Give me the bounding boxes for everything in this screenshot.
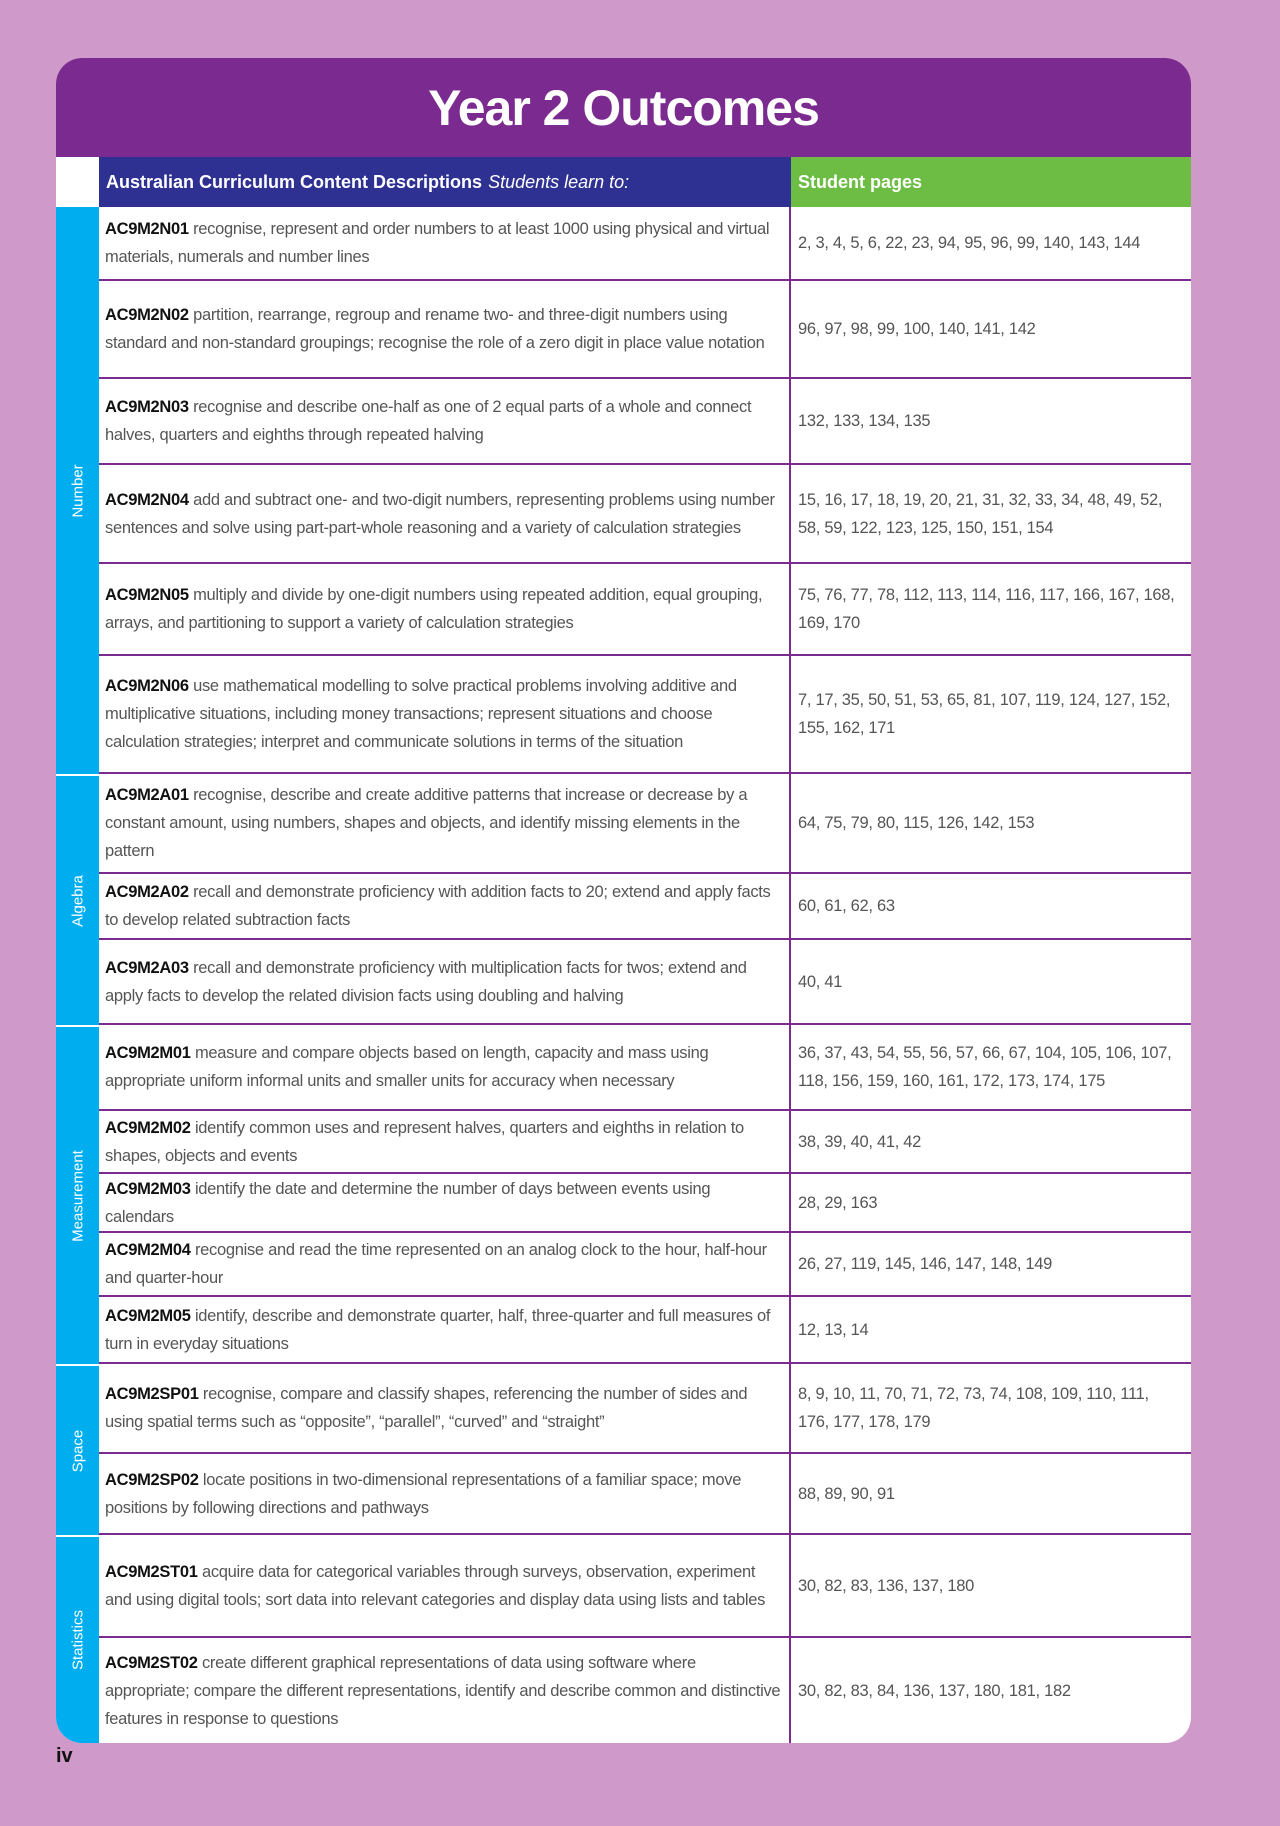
content-description (99, 379, 791, 463)
outcome-text: add and subtract one- and two-digit numbers, representing problems using number sentences and solve using part-part-whole reasoning and a variety of calculation strategies (105, 490, 775, 537)
table-row (99, 1233, 1191, 1297)
outcome-text: identify, describe and demonstrate quarter, half, three-quarter and full measures of turn in everyday situations (105, 1306, 771, 1353)
section-label-algebra (56, 774, 99, 1025)
outcome-text: recognise, describe and create additive patterns that increase or decrease by a constant amount, using numbers, shapes and objects, and identify missing elements in the pattern (105, 786, 748, 860)
outcome-text: recognise, represent and order numbers to at least 1000 using physical and virtual materials, numerals and number lines (105, 220, 770, 266)
outcome-code: AC9M2M01 (105, 1044, 191, 1062)
student-pages: 36, 37, 43, 54, 55, 56, 57, 66, 67, 104, 105, 106, 107, 118, 156, 159, 160, 161, 172, 173, 174, 175 (798, 1044, 1172, 1090)
description-text (105, 1114, 783, 1170)
page-title: Year 2 Outcomes (428, 79, 819, 136)
student-pages: 7, 17, 35, 50, 51, 53, 65, 81, 107, 119, 124, 127, 152, 155, 162, 171 (798, 691, 1171, 737)
table-row (99, 281, 1191, 379)
outcome-code: AC9M2M05 (105, 1306, 191, 1325)
section-label-number (56, 207, 99, 774)
content-description (99, 1025, 791, 1109)
description-text (105, 1380, 783, 1436)
description-text (105, 1302, 783, 1358)
outcome-code: AC9M2ST02 (105, 1653, 198, 1672)
outcome-text: measure and compare objects based on length, capacity and mass using appropriate uniform informal units and smaller units for accuracy when necessary (105, 1044, 709, 1090)
outcome-text: identify common uses and represent halves, quarters and eighths in relation to shapes, objects and events (105, 1118, 744, 1165)
outcome-text: create different graphical representations of data using software where appropriate; compare the different representations, identify and describe common and distinctive features in response to questions (105, 1653, 781, 1728)
table-row (99, 207, 1191, 281)
outcome-code: AC9M2N03 (105, 398, 189, 416)
student-pages: 60, 61, 62, 63 (798, 897, 895, 915)
content-description (99, 1111, 791, 1172)
description-text (105, 393, 783, 449)
table-row (99, 656, 1191, 774)
table-row (99, 1364, 1191, 1454)
outcome-text: acquire data for categorical variables through surveys, observation, experiment and using digital tools; sort data into relevant categories and display data using lists and tables (105, 1562, 766, 1609)
student-pages-cell (791, 1111, 1191, 1172)
outcome-code: AC9M2M03 (105, 1179, 191, 1198)
student-pages-cell (791, 1025, 1191, 1109)
student-pages-cell (791, 379, 1191, 463)
outcome-code: AC9M2M02 (105, 1118, 191, 1137)
student-pages: 15, 16, 17, 18, 19, 20, 21, 31, 32, 33, 34, 48, 49, 52, 58, 59, 122, 123, 125, 150, 151, 154 (798, 490, 1163, 537)
student-pages: 26, 27, 119, 145, 146, 147, 148, 149 (798, 1255, 1053, 1273)
content-description (99, 1174, 791, 1231)
description-text (105, 1236, 783, 1292)
content-description (99, 1535, 791, 1636)
student-pages-cell (791, 1364, 1191, 1452)
student-pages: 30, 82, 83, 136, 137, 180 (798, 1576, 974, 1595)
outcome-text: recall and demonstrate proficiency with addition facts to 20; extend and apply facts to develop related subtraction facts (105, 883, 771, 929)
table-row (99, 1174, 1191, 1233)
table-row (99, 1025, 1191, 1111)
table-row (99, 940, 1191, 1025)
description-text (105, 215, 783, 271)
outcome-text: use mathematical modelling to solve practical problems involving additive and multiplicative situations, including money transactions; represent situations and choose calculation strategies; interpret and communicate solutions in terms of the situation (105, 677, 737, 751)
student-pages: 132, 133, 134, 135 (798, 412, 931, 430)
outcome-code: AC9M2N06 (105, 677, 189, 695)
student-pages-cell (791, 1233, 1191, 1295)
content-description (99, 564, 791, 654)
outcome-code: AC9M2A02 (105, 883, 189, 901)
student-pages: 2, 3, 4, 5, 6, 22, 23, 94, 95, 96, 99, 140, 143, 144 (798, 234, 1141, 252)
outcome-text: locate positions in two-dimensional representations of a familiar space; move positions by following directions and pathways (105, 1470, 742, 1517)
outcome-text: multiply and divide by one-digit numbers using repeated addition, equal grouping, arrays, and partitioning to support a variety of calculation strategies (105, 586, 763, 632)
outcomes-card (56, 58, 1191, 1743)
table-row (99, 1454, 1191, 1535)
content-description (99, 874, 791, 938)
student-pages-cell (791, 465, 1191, 562)
content-description (99, 281, 791, 377)
student-pages-cell (791, 1297, 1191, 1362)
student-pages: 38, 39, 40, 41, 42 (798, 1132, 922, 1151)
description-text (105, 1175, 783, 1231)
outcome-code: AC9M2A01 (105, 786, 189, 804)
student-pages-cell (791, 1454, 1191, 1533)
content-description (99, 656, 791, 772)
student-pages-cell (791, 1174, 1191, 1231)
section-label-text: Number (69, 463, 86, 518)
content-description (99, 465, 791, 562)
description-text (105, 581, 783, 637)
table-row (99, 379, 1191, 465)
student-pages: 96, 97, 98, 99, 100, 140, 141, 142 (798, 320, 1036, 338)
title-bar (56, 58, 1191, 157)
section-label-text: Statistics (69, 1609, 86, 1671)
content-description (99, 940, 791, 1023)
student-pages-cell (791, 1535, 1191, 1636)
student-pages: 88, 89, 90, 91 (798, 1484, 895, 1503)
outcome-code: AC9M2N02 (105, 306, 189, 324)
student-pages-cell (791, 564, 1191, 654)
student-pages-cell (791, 656, 1191, 772)
header-descriptions-subtitle: Students learn to: (488, 171, 630, 192)
table-row (99, 465, 1191, 564)
header-descriptions-label: Australian Curriculum Content Descriptions (106, 171, 483, 192)
student-pages-cell (791, 940, 1191, 1023)
outcome-code: AC9M2A03 (105, 958, 189, 977)
student-pages-cell (791, 1638, 1191, 1743)
content-description (99, 1638, 791, 1743)
student-pages: 75, 76, 77, 78, 112, 113, 114, 116, 117, 166, 167, 168, 169, 170 (798, 586, 1175, 632)
description-text (105, 781, 783, 865)
description-text (105, 1649, 783, 1733)
header-descriptions (99, 157, 791, 207)
outcome-code: AC9M2SP01 (105, 1385, 199, 1403)
table-row (99, 1535, 1191, 1638)
description-text (105, 878, 783, 934)
student-pages-cell (791, 874, 1191, 938)
header-student-pages: Student pages (791, 157, 1191, 207)
student-pages: 40, 41 (798, 972, 843, 991)
outcome-text: recognise and describe one-half as one of 2 equal parts of a whole and connect halves, quarters and eighths through repeated halving (105, 398, 752, 444)
table-row (99, 1638, 1191, 1743)
section-label-statistics (56, 1535, 99, 1743)
description-text (105, 1039, 783, 1095)
outcome-text: recognise, compare and classify shapes, referencing the number of sides and using spatial terms such as “opposite”, “parallel”, “curved” and “straight” (105, 1385, 748, 1431)
description-text (105, 672, 783, 756)
section-label-text: Space (69, 1429, 86, 1472)
student-pages: 64, 75, 79, 80, 115, 126, 142, 153 (798, 814, 1035, 832)
student-pages: 28, 29, 163 (798, 1193, 878, 1212)
description-text (105, 301, 783, 357)
table-row (99, 564, 1191, 656)
student-pages-cell (791, 207, 1191, 279)
description-text (105, 1558, 783, 1614)
outcome-code: AC9M2N01 (105, 220, 189, 238)
section-label-text: Algebra (69, 874, 86, 927)
outcome-text: recognise and read the time represented on an analog clock to the hour, half-hour and quarter-hour (105, 1241, 767, 1287)
table-row (99, 1297, 1191, 1364)
outcome-text: identify the date and determine the number of days between events using calendars (105, 1179, 711, 1226)
student-pages-cell (791, 281, 1191, 377)
student-pages: 12, 13, 14 (798, 1320, 869, 1339)
outcome-text: partition, rearrange, regroup and rename two- and three-digit numbers using standard and non-standard groupings; recognise the role of a zero digit in place value notation (105, 306, 765, 352)
page-number: iv (56, 1745, 73, 1767)
outcome-code: AC9M2M04 (105, 1241, 191, 1259)
content-description (99, 1364, 791, 1452)
description-text (105, 954, 783, 1010)
student-pages: 8, 9, 10, 11, 70, 71, 72, 73, 74, 108, 109, 110, 111, 176, 177, 178, 179 (798, 1385, 1149, 1431)
table-row (99, 1111, 1191, 1174)
outcome-code: AC9M2N04 (105, 490, 189, 509)
student-pages-cell (791, 774, 1191, 872)
content-description (99, 207, 791, 279)
description-text (105, 486, 783, 542)
outcome-code: AC9M2SP02 (105, 1470, 199, 1489)
table-row (99, 874, 1191, 940)
outcome-code: AC9M2N05 (105, 586, 189, 604)
outcome-code: AC9M2ST01 (105, 1562, 198, 1581)
section-label-measurement (56, 1025, 99, 1364)
content-description (99, 1233, 791, 1295)
content-description (99, 1297, 791, 1362)
section-label-text: Measurement (69, 1149, 86, 1242)
student-pages: 30, 82, 83, 84, 136, 137, 180, 181, 182 (798, 1681, 1071, 1700)
outcome-text: recall and demonstrate proficiency with multiplication facts for twos; extend and apply facts to develop the related division facts using doubling and halving (105, 958, 747, 1005)
content-description (99, 774, 791, 872)
table-row (99, 774, 1191, 874)
description-text (105, 1466, 783, 1522)
section-label-space (56, 1364, 99, 1535)
content-description (99, 1454, 791, 1533)
